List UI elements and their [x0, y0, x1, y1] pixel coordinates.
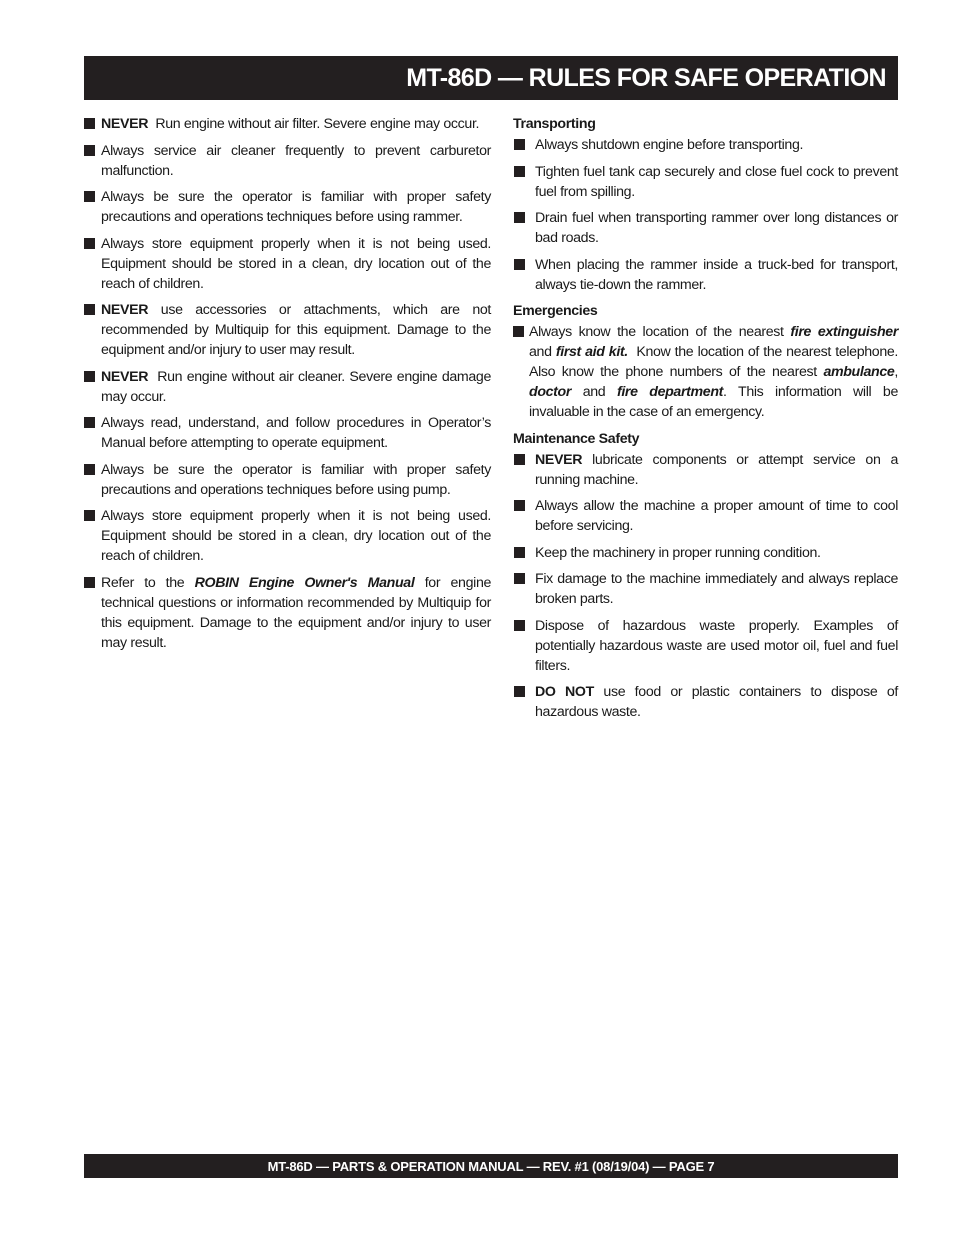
list-item	[84, 506, 491, 566]
square-bullet-icon	[514, 547, 525, 558]
item-text: Dispose of hazardous waste properly. Examples of potentially hazardous waste are used motor oil, fuel and fuel filters.	[535, 617, 898, 674]
maintenance-heading: Maintenance Safety	[513, 430, 640, 447]
square-bullet-icon	[514, 500, 525, 511]
square-bullet-icon	[514, 620, 525, 631]
square-bullet-icon	[514, 212, 525, 223]
item-text: . This information will be invaluable in the case of an emergency.	[529, 384, 899, 420]
item-text: Drain fuel when transporting rammer over long distances or bad roads.	[535, 210, 898, 246]
item-text: Run engine without air filter. Severe engine may occur.	[155, 116, 480, 132]
page-title: MT-86D — RULES FOR SAFE OPERATION	[406, 63, 886, 92]
square-bullet-icon	[84, 145, 95, 156]
list-item	[513, 255, 898, 295]
right-column	[513, 114, 898, 729]
square-bullet-icon	[514, 166, 525, 177]
item-text: When placing the rammer inside a truck-bed for transport, always tie-down the rammer.	[535, 256, 898, 293]
item-text: Always shutdown engine before transporting.	[535, 137, 804, 153]
item-text: Refer to the	[101, 574, 185, 591]
item-text: Always service air cleaner frequently to prevent carburetor malfunction.	[101, 142, 491, 179]
list-item	[513, 208, 898, 248]
square-bullet-icon	[84, 510, 95, 521]
square-bullet-icon	[84, 118, 95, 129]
list-item	[513, 496, 898, 536]
fire-department-emphasis: fire department	[616, 384, 724, 400]
robin-manual-reference: ROBIN Engine Owner's Manual	[194, 574, 415, 591]
list-item	[84, 300, 491, 360]
square-bullet-icon	[84, 238, 95, 249]
left-column	[84, 114, 491, 659]
never-lead: NEVER	[101, 116, 149, 132]
square-bullet-icon	[514, 573, 525, 584]
list-item	[513, 135, 898, 155]
list-item	[513, 682, 898, 722]
square-bullet-icon	[514, 454, 525, 465]
never-lead: NEVER	[101, 368, 149, 385]
square-bullet-icon	[514, 686, 525, 697]
list-item	[513, 616, 898, 676]
square-bullet-icon	[84, 577, 95, 588]
page-footer-bar	[84, 1154, 898, 1178]
item-text: ,	[894, 364, 898, 380]
list-item	[84, 460, 491, 500]
item-text: Always be sure the operator is familiar with proper safety precautions and operations techniques before using pump.	[101, 461, 491, 498]
list-item	[513, 322, 898, 422]
square-bullet-icon	[84, 464, 95, 475]
list-item	[84, 367, 491, 407]
list-item	[84, 141, 491, 181]
list-item	[84, 573, 491, 653]
first-aid-kit-emphasis: first aid kit.	[555, 344, 628, 360]
doctor-emphasis: doctor	[529, 384, 572, 400]
page-header-bar	[84, 56, 898, 100]
square-bullet-icon	[513, 326, 524, 337]
never-lead: NEVER	[101, 302, 149, 318]
square-bullet-icon	[514, 259, 525, 270]
item-text: Run engine without air cleaner. Severe engine damage may occur.	[101, 368, 492, 405]
item-text: Keep the machinery in proper running condition.	[535, 544, 821, 561]
square-bullet-icon	[514, 139, 525, 150]
item-text: Always store equipment properly when it is not being used. Equipment should be stored in a clean, dry location out of the reach of children.	[101, 508, 491, 564]
item-text: lubricate components or attempt service on a running machine.	[535, 451, 898, 488]
list-item	[84, 114, 491, 134]
item-text: and	[529, 344, 552, 360]
item-text: Always know the location of the nearest	[529, 324, 784, 340]
ambulance-emphasis: ambulance	[823, 364, 895, 380]
square-bullet-icon	[84, 191, 95, 202]
item-text: Always allow the machine a proper amount of time to cool before servicing.	[535, 498, 898, 534]
list-item	[513, 569, 898, 609]
list-item	[84, 187, 491, 227]
emergencies-heading: Emergencies	[513, 303, 598, 319]
item-text: use food or plastic containers to dispose of hazardous waste.	[535, 684, 898, 720]
square-bullet-icon	[84, 371, 95, 382]
list-item	[513, 543, 898, 563]
item-text: Fix damage to the machine immediately and always replace broken parts.	[535, 571, 898, 607]
item-text: Always read, understand, and follow procedures in Operator’s Manual before attempting to operate equipment.	[101, 415, 491, 451]
item-text: Always store equipment properly when it is not being used. Equipment should be stored in a clean, dry location out of the reach of children.	[101, 235, 491, 292]
item-text: for engine technical questions or information recommended by Multiquip for this equipment. Damage to the equipment and/or injury to user may result.	[101, 574, 492, 651]
list-item	[513, 450, 898, 490]
do-not-lead: DO NOT	[535, 684, 594, 700]
item-text: and	[582, 384, 606, 400]
list-item	[513, 162, 898, 202]
transporting-heading: Transporting	[513, 116, 596, 132]
item-text: Know the location of the nearest telephone. Also know the phone numbers of the nearest	[529, 344, 899, 380]
square-bullet-icon	[84, 304, 95, 315]
page-footer: MT-86D — PARTS & OPERATION MANUAL — REV. #1 (08/19/04) — PAGE 7	[267, 1158, 715, 1174]
list-item	[84, 234, 491, 294]
item-text: Tighten fuel tank cap securely and close fuel cock to prevent fuel from spilling.	[535, 163, 898, 200]
list-item	[84, 413, 491, 453]
item-text: use accessories or attachments, which are not recommended by Multiquip for this equipment. Damage to the equipment and/or injury to user may result.	[101, 302, 492, 358]
item-text: Always be sure the operator is familiar with proper safety precautions and operations techniques before using rammer.	[101, 189, 491, 225]
square-bullet-icon	[84, 417, 95, 428]
never-lead: NEVER	[535, 451, 583, 468]
fire-extinguisher-emphasis: fire extinguisher	[790, 324, 899, 340]
